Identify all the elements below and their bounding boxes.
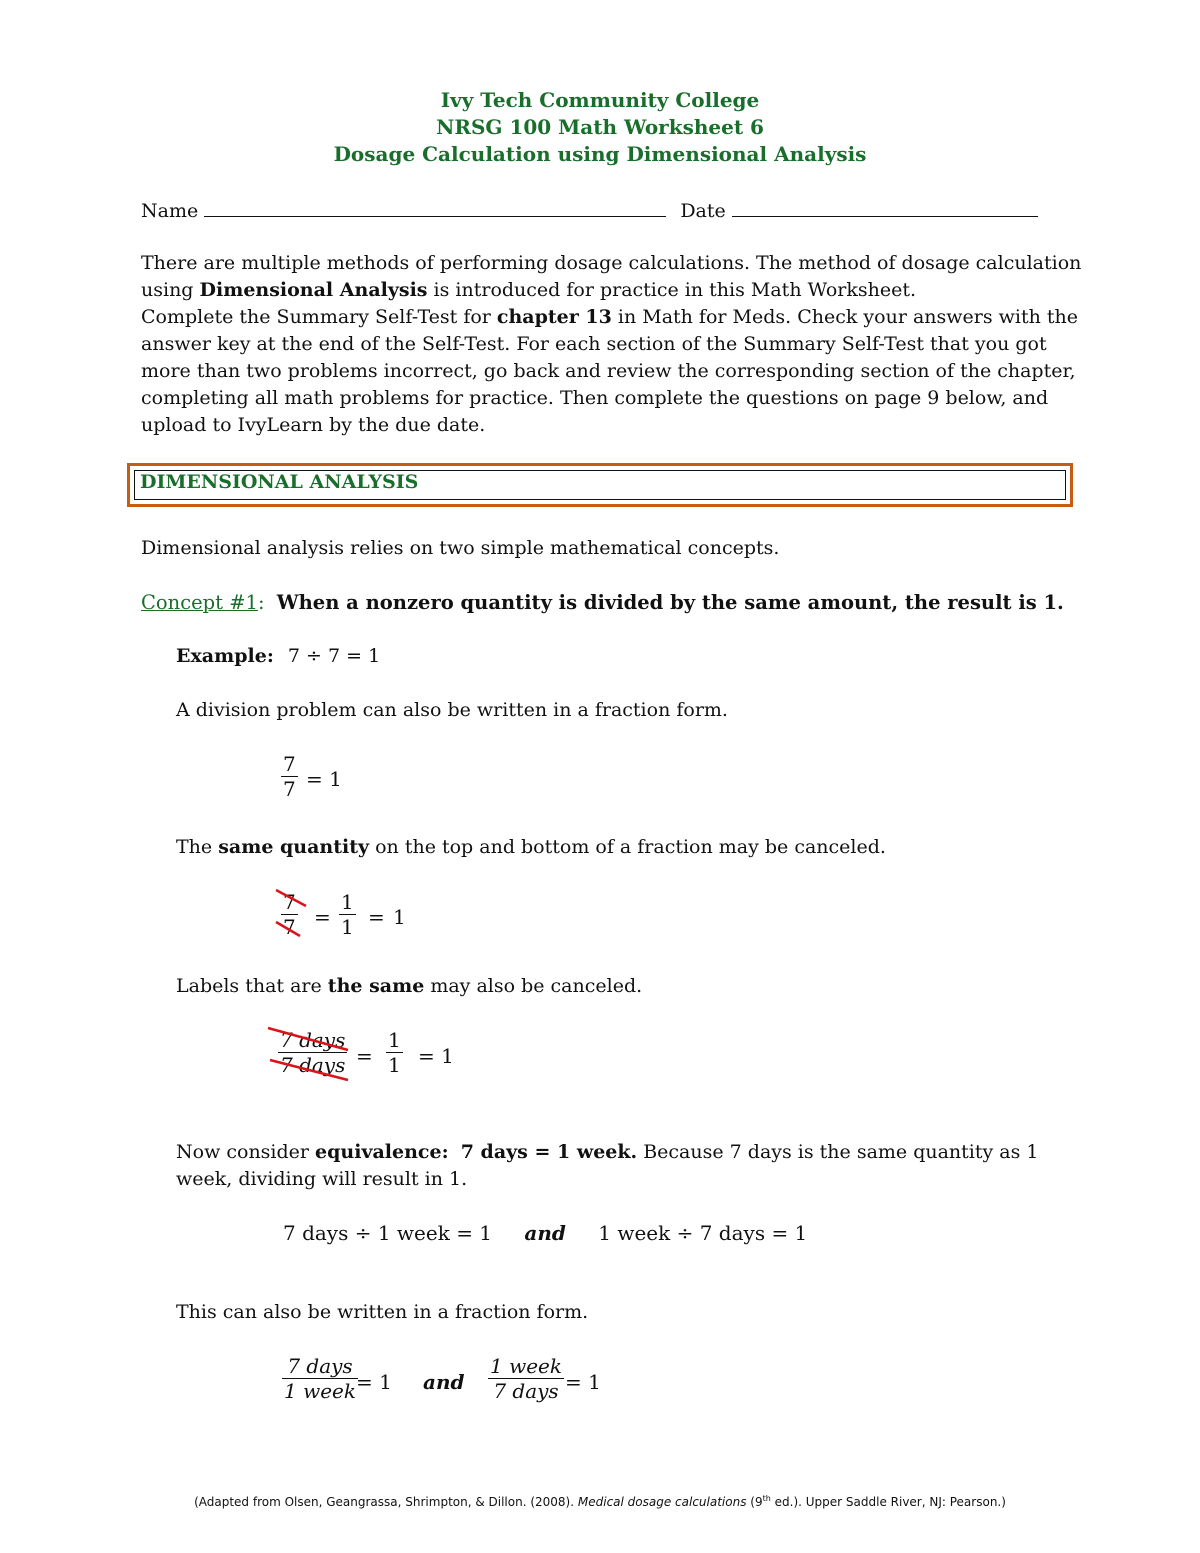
equivalence-paragraph: Now consider equivalence: 7 days = 1 week. Because 7 days is the same quantity as 1 week, dividing will result in 1. [176, 1141, 1039, 1190]
fraction-7-over-7 [281, 752, 298, 801]
fraction-denominator: 1 week [284, 1379, 356, 1403]
date-label: Date [680, 200, 726, 222]
week-over-days-equation: 1 week ÷ 7 days = 1 [598, 1221, 808, 1245]
concept-text: When a nonzero quantity is divided by the same amount, the result is 1. [276, 591, 1064, 614]
intro-line: using Dimensional Analysis is introduced for practice in this Math Worksheet. [141, 279, 917, 301]
worksheet-title: NRSG 100 Math Worksheet 6 [436, 115, 764, 139]
canceled-fraction [281, 890, 298, 939]
days-over-week-fraction [282, 1354, 358, 1403]
concept-1: Concept #1: When a nonzero quantity is divided by the same amount, the result is 1. [141, 591, 1064, 614]
fraction-denominator: 1 [341, 915, 354, 939]
division-text: A division problem can also be written in a fraction form. [176, 699, 728, 721]
fraction-denominator: 7 [283, 777, 296, 801]
name-field-row [141, 196, 1038, 222]
fraction-form-text: This can also be written in a fraction form. [176, 1301, 589, 1323]
section-header-box [127, 463, 1073, 507]
intro-line: upload to IvyLearn by the due date. [141, 414, 486, 436]
section-title: DIMENSIONAL ANALYSIS [140, 471, 419, 493]
fraction-numerator: 1 week [490, 1354, 562, 1378]
equals-sign: = [368, 905, 385, 929]
fraction-result: = 1 [306, 767, 342, 791]
fraction-numerator: 1 [341, 890, 354, 914]
fraction-1-over-1 [339, 890, 356, 939]
week-over-days-fraction [488, 1354, 564, 1403]
fraction-denominator: 7 days [280, 1053, 346, 1077]
fraction-result: 1 [393, 905, 406, 929]
fraction-numerator: 1 [388, 1028, 401, 1052]
example-label: Example: [176, 645, 274, 667]
equals-sign: = [314, 905, 331, 929]
equals-sign: = [356, 1044, 373, 1068]
intro-line: Complete the Summary Self-Test for chapter 13 in Math for Meds. Check your answers with the [141, 306, 1079, 328]
fraction-1-over-1 [386, 1028, 403, 1077]
concept-label: Concept #1 [141, 591, 258, 614]
intro-line: completing all math problems for practice. Then complete the questions on page 9 below, and [141, 387, 1049, 409]
fraction-numerator: 7 [283, 890, 296, 914]
and-connector: and [524, 1221, 566, 1245]
intro-line: There are multiple methods of performing dosage calculations. The method of dosage calculation [141, 252, 1082, 274]
same-quantity-text: The same quantity on the top and bottom of a fraction may be canceled. [176, 836, 886, 858]
citation-footnote: (Adapted from Olsen, Geangrassa, Shrimpton, & Dillon. (2008). Medical dosage calculations (9th ed.). Upper Saddle River, NJ: Pearson.) [194, 1494, 1006, 1509]
fraction-denominator: 7 days [488, 1378, 564, 1403]
fraction-numerator: 7 days [280, 1028, 346, 1052]
name-field[interactable] [204, 196, 666, 217]
name-label: Name [141, 200, 199, 222]
intro-line: answer key at the end of the Self-Test. For each section of the Summary Self-Test that you got [141, 333, 1047, 355]
days-over-week-equation: 7 days ÷ 1 week = 1 [283, 1221, 493, 1245]
example-line [176, 645, 380, 667]
date-field[interactable] [732, 196, 1038, 217]
college-title: Ivy Tech Community College [440, 88, 760, 112]
and-connector: and [423, 1370, 465, 1394]
division-equations [283, 1221, 807, 1245]
fraction-result: = 1 [565, 1370, 601, 1394]
fraction-result: = 1 [356, 1370, 392, 1394]
example-expression: 7 ÷ 7 = 1 [287, 645, 381, 667]
fraction-numerator: 7 days [287, 1354, 353, 1378]
fraction-denominator: 7 [283, 915, 296, 939]
fraction-numerator: 7 [283, 752, 296, 776]
labels-text: Labels that are the same may also be canceled. [176, 975, 643, 997]
fraction-result: = 1 [418, 1044, 454, 1068]
fraction-denominator: 1 [388, 1053, 401, 1077]
intro-paragraph [141, 250, 1082, 439]
relies-text: Dimensional analysis relies on two simple mathematical concepts. [141, 537, 780, 559]
intro-line: more than two problems incorrect, go back and review the corresponding section of the chapter, [141, 360, 1076, 382]
canceled-days-fraction [278, 1028, 347, 1077]
worksheet-subtitle: Dosage Calculation using Dimensional Analysis [333, 142, 867, 166]
